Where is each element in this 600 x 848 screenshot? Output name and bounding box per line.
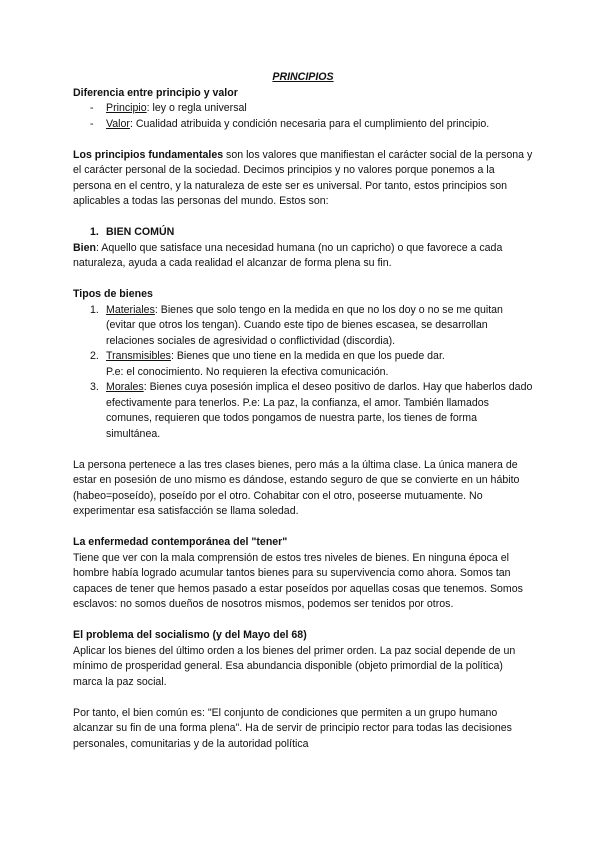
bien-term: Bien bbox=[73, 241, 96, 254]
definition: : ley o regla universal bbox=[146, 102, 247, 114]
socialismo-paragraph: Aplicar los bienes del último orden a los bienes del primer orden. La paz social depende de un mínimo de prosperidad general. Esa abundancia disponible (objeto primordial de la política) marca la paz social. bbox=[73, 644, 516, 688]
definition: : Bienes que uno tiene en la medida en que los puede dar. bbox=[170, 350, 445, 362]
definition: : Cualidad atribuida y condición necesaria para el cumplimiento del principio. bbox=[129, 117, 490, 130]
term: Transmisibles bbox=[106, 350, 171, 362]
bien-definition bbox=[73, 241, 533, 272]
enfermedad-paragraph: Tiene que ver con la mala comprensión de estos tres niveles de bienes. En ninguna época el hombre había logrado acumular tantos bienes para su supervivencia como ahora. Somos tan capaces de tener que hemos pasado a estar poseídos por aquellas cosas que tenemos. Somos esclavos: no somos dueños de nosotros mismos, podemos ser tenidos por otros. bbox=[73, 551, 523, 610]
document-page bbox=[73, 70, 533, 752]
item-number: 1. bbox=[90, 303, 99, 316]
list-item bbox=[73, 101, 533, 117]
section-heading-diferencia: Diferencia entre principio y valor bbox=[73, 86, 238, 99]
persona-paragraph: La persona pertenece a las tres clases bienes, pero más a la última clase. La única manera de estar en posesión de uno mismo es dándose, estando seguro de que se convierte en un hábito (habeo=poseído), poseído por el otro. Cohabitar con el otro, poseerse mutuamente. No experimentar esa satisfacción se llama soledad. bbox=[73, 458, 520, 517]
bien-text: : Aquello que satisface una necesidad humana (no un capricho) o que favorece a cada naturaleza, ayuda a cada realidad el alcanzar de forma plena su fin. bbox=[73, 241, 503, 269]
term: Morales bbox=[106, 381, 144, 393]
definition: : Bienes que solo tengo en la medida en que no los doy o no se me quitan (evitar que otros los tengan). Cuando este tipo de bienes escasea, se desarrollan relaciones sociales de agresividad o conflictividad (discordia). bbox=[106, 303, 503, 347]
definition-extra: P.e: el conocimiento. No requieren la efectiva comunicación. bbox=[106, 365, 389, 378]
tipos-list bbox=[73, 303, 533, 443]
definition-list bbox=[73, 101, 533, 132]
section-heading-text: BIEN COMÚN bbox=[106, 226, 175, 238]
section-heading-enfermedad: La enfermedad contemporánea del "tener" bbox=[73, 536, 288, 548]
item-number: 2. bbox=[90, 350, 99, 362]
list-item bbox=[73, 303, 533, 350]
section-number: 1. bbox=[90, 226, 99, 238]
item-number: 3. bbox=[90, 381, 99, 393]
section-heading-bien-comun bbox=[73, 225, 533, 241]
term: Valor bbox=[106, 117, 130, 130]
intro-bold: Los principios fundamentales bbox=[73, 148, 224, 161]
list-item bbox=[73, 117, 533, 133]
intro-paragraph bbox=[73, 148, 533, 210]
term: Principio bbox=[106, 102, 147, 114]
list-item bbox=[73, 380, 533, 442]
list-item bbox=[73, 349, 533, 380]
conclusion-paragraph: Por tanto, el bien común es: "El conjunto de condiciones que permiten a un grupo humano alcanzar su fin de una forma plena". Ha de servir de principio rector para todas las decisiones personales, comunitarias y de la autoridad política bbox=[73, 706, 512, 750]
page-title: PRINCIPIOS bbox=[272, 71, 334, 83]
section-heading-socialismo: El problema del socialismo (y del Mayo del 68) bbox=[73, 629, 307, 641]
term: Materiales bbox=[106, 303, 155, 316]
definition: : Bienes cuya posesión implica el deseo positivo de darlos. Hay que haberlos dado efectivamente para tenerlos. P.e: La paz, la confianza, el amor. También llamados comunes, requieren que todos pongamos de nuestra parte, los tienes de forma simultánea. bbox=[106, 381, 533, 440]
section-heading-tipos: Tipos de bienes bbox=[73, 288, 153, 300]
intro-text: son los valores que manifiestan el carácter social de la persona y el carácter personal de la sociedad. Decimos principios y no valores porque ponemos a la persona en el centro, y la naturaleza de este ser es universal. Por tanto, estos principios son aplicables a todas las personas del mundo. Estos son: bbox=[73, 148, 533, 207]
